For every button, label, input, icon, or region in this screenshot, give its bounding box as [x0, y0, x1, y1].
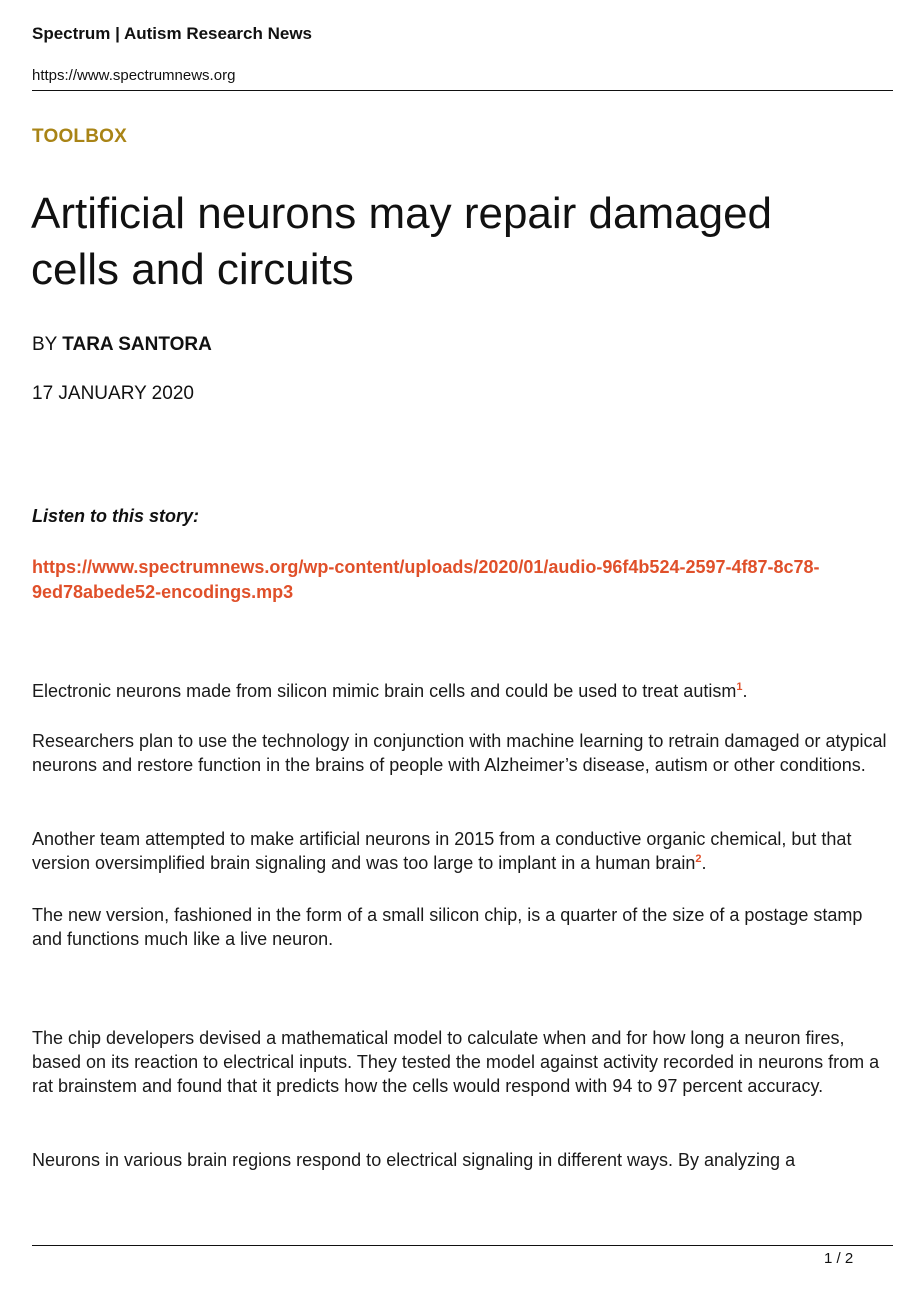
reference-link-1[interactable]: 1 — [736, 681, 743, 693]
publication-date: 17 JANUARY 2020 — [32, 383, 194, 404]
page-number: 1 / 2 — [824, 1250, 854, 1267]
author-name: TARA SANTORA — [62, 334, 212, 355]
byline — [32, 334, 212, 356]
byline-prefix: BY — [32, 334, 58, 355]
listen-label: Listen to this story: — [32, 506, 200, 526]
footer-divider — [32, 1245, 893, 1246]
paragraph-2: Researchers plan to use the technology in conjunction with machine learning to retrain damaged or atypical neurons and restore function in the brains of people with Alzheimer’s disease, autism or other conditions. — [32, 731, 887, 775]
paragraph-5: The chip developers devised a mathematical model to calculate when and for how long a neuron fires, based on its reaction to electrical inputs. They tested the model against activity recorded in neurons from a rat brainstem and found that it predicts how the cells would respond with 94 to 97 percent accuracy. — [32, 1028, 880, 1096]
paragraph-text: Another team attempted to make artificial neurons in 2015 from a conductive organic chemical, but that version oversimplified brain signaling and was too large to implant in a human brain — [32, 829, 852, 873]
reference-link-2[interactable]: 2 — [695, 853, 702, 865]
header-divider — [32, 90, 893, 91]
site-name: Spectrum | Autism Research News — [32, 24, 313, 43]
paragraph-tail: . — [701, 853, 707, 873]
paragraph-text: Electronic neurons made from silicon mimic brain cells and could be used to treat autism — [32, 681, 737, 701]
article-title: Artificial neurons may repair damaged cells and circuits — [31, 189, 773, 294]
paragraph-4: The new version, fashioned in the form of a small silicon chip, is a quarter of the size of a postage stamp and functions much like a live neuron. — [32, 905, 863, 949]
paragraph-1 — [32, 679, 894, 703]
audio-link[interactable]: https://www.spectrumnews.org/wp-content/uploads/2020/01/audio-96f4b524-2597-4f87-8c78-9ed78abede52-encodings.mp3 — [32, 557, 820, 602]
section-label: TOOLBOX — [32, 126, 127, 147]
paragraph-3 — [32, 827, 894, 875]
paragraph-tail: . — [742, 681, 748, 701]
site-url: https://www.spectrumnews.org — [32, 67, 236, 84]
paragraph-6: Neurons in various brain regions respond to electrical signaling in different ways. By analyzing a — [32, 1150, 796, 1170]
